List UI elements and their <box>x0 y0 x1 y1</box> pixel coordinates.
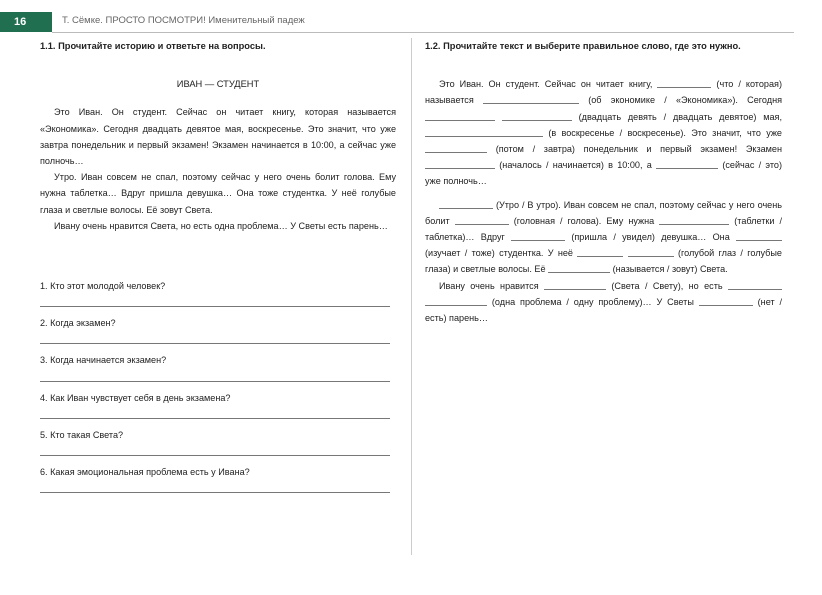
fill-blank[interactable] <box>425 295 487 306</box>
answer-line[interactable] <box>40 443 390 456</box>
left-column <box>40 38 396 501</box>
fill-blank[interactable] <box>577 246 623 257</box>
fill-blank[interactable] <box>656 158 718 169</box>
answer-line[interactable] <box>40 406 390 419</box>
exercise-paragraph: Это Иван. Он студент. Сейчас он читает книгу, (что / которая) называется (об экономике / «Экономика»). Сегодня (двадцать девять / двадцать девятое) мая, (в воскресенье / воскресенье). Это значит, что уже (потом / завтра) понедельник и первый экзамен! Экзамен (началось / начинается) в 10:00, а (сейчас / это) уже полночь… <box>425 79 783 187</box>
fill-blank[interactable] <box>736 230 782 241</box>
fill-blank[interactable] <box>548 262 610 273</box>
story-paragraph: Это Иван. Он студент. Сейчас он читает книгу, которая называется «Экономика». Сегодня двадцать девятое мая, воскресенье. Это значит, что уже завтра понедельник и первый экзамен! Экзамен начинается в 10:00, а сейчас уже полночь… <box>40 107 396 167</box>
fill-blank[interactable] <box>502 110 572 121</box>
fill-blank[interactable] <box>628 246 674 257</box>
question-list <box>40 278 396 493</box>
task-title: 1.1. Прочитайте историю и ответьте на вопросы. <box>40 41 266 51</box>
fill-blank[interactable] <box>544 279 606 290</box>
fill-blank[interactable] <box>659 214 729 225</box>
question: 4. Как Иван чувствует себя в день экзамена? <box>40 392 231 403</box>
answer-line[interactable] <box>40 294 390 307</box>
fill-blank[interactable] <box>511 230 565 241</box>
answer-line[interactable] <box>40 369 390 382</box>
right-column <box>425 38 782 326</box>
exercise-paragraph: (Утро / В утро). Иван совсем не спал, поэтому сейчас у него очень болит (головная / голова). Ему нужна (таблетки / таблетка)… Вдруг (пришла / увидел) девушка… Она (изучает / тоже) студентка. У неё (голубой глаз / голубые глаза) и светлые волосы. Её (называется / зовут) Света. <box>425 199 783 275</box>
question: 2. Когда экзамен? <box>40 318 116 329</box>
exercise-paragraph: Ивану очень нравится (Света / Свету), но есть (одна проблема / одну проблему)… У Светы (нет / есть) парень… <box>425 280 783 324</box>
question: 5. Кто такая Света? <box>40 429 124 440</box>
answer-line[interactable] <box>40 480 390 493</box>
question: 1. Кто этот молодой человек? <box>40 281 166 292</box>
fill-blank[interactable] <box>657 77 711 88</box>
header-rule <box>52 32 794 33</box>
question: 3. Когда начинается экзамен? <box>40 355 167 366</box>
page-header <box>0 12 822 34</box>
fill-blank[interactable] <box>425 142 487 153</box>
story-paragraph: Утро. Иван совсем не спал, поэтому сейчас у него очень болит голова. Ему нужна таблетка… Вдруг пришла девушка… Она тоже студентка. У неё голубые глаза и светлые волосы. Её зовут Света. <box>40 172 396 215</box>
question: 6. Какая эмоциональная проблема есть у Ивана? <box>40 467 250 478</box>
answer-line[interactable] <box>40 331 390 344</box>
page-number: 16 <box>0 12 52 32</box>
fill-blank[interactable] <box>483 93 579 104</box>
story-paragraph: Ивану очень нравится Света, но есть одна проблема… У Светы есть парень… <box>54 220 388 231</box>
fill-blank[interactable] <box>728 279 782 290</box>
fill-blank[interactable] <box>425 110 495 121</box>
fill-blank[interactable] <box>455 214 509 225</box>
fill-blank[interactable] <box>425 158 495 169</box>
column-divider <box>411 38 412 555</box>
fill-blank[interactable] <box>439 198 493 209</box>
story-title: ИВАН — СТУДЕНТ <box>176 79 260 90</box>
fill-blank[interactable] <box>699 295 753 306</box>
running-head: Т. Сёмке. ПРОСТО ПОСМОТРИ! Именительный падеж <box>62 15 305 26</box>
fill-blank[interactable] <box>425 126 543 137</box>
task-title: 1.2. Прочитайте текст и выберите правильное слово, где это нужно. <box>425 41 741 51</box>
